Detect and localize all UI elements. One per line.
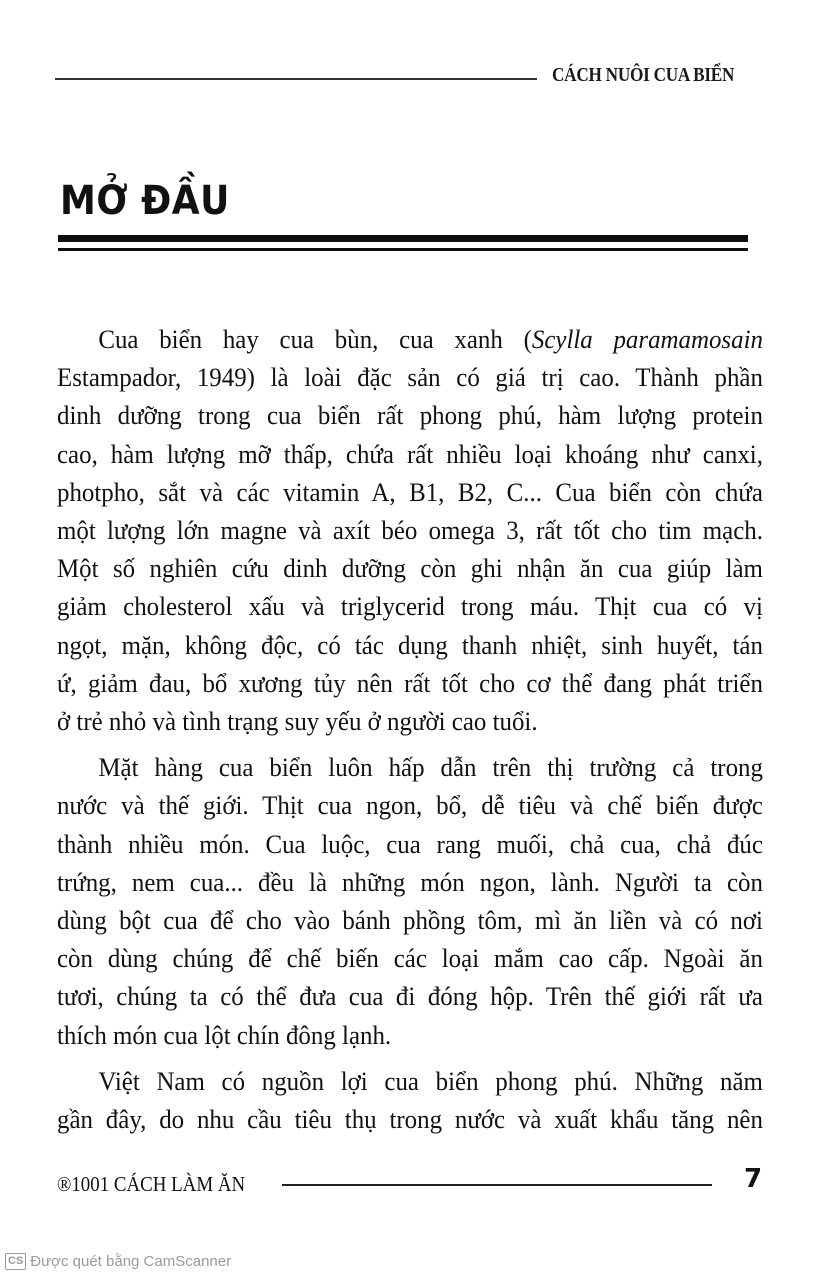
species-name: Scylla paramamosain [531, 324, 763, 354]
paragraph-line: photpho, sắt và các vitamin A, B1, B2, C... Cua biển còn chứa [57, 476, 763, 507]
paragraph-line: thành nhiều món. Cua luộc, cua rang muối, chả cua, chả đúc [57, 828, 763, 859]
title-rule-thick [58, 235, 748, 242]
paragraph-line: giảm cholesterol xấu và triglycerid trong máu. Thịt cua có vị [57, 591, 763, 622]
line-text: Cua biển hay cua bùn, cua xanh ( [98, 324, 532, 354]
paragraph-line: trứng, nem cua... đều là những món ngon, lành. Người ta còn [57, 866, 763, 897]
paragraph-line: một lượng lớn magne và axít béo omega 3, rất tốt cho tim mạch. [57, 515, 763, 546]
paragraph-line: ngọt, mặn, không độc, có tác dụng thanh nhiệt, sinh huyết, tán [57, 629, 763, 660]
paragraph-line [57, 320, 763, 358]
paragraph-line: Việt Nam có nguồn lợi cua biển phong phú. Những năm [98, 1065, 763, 1096]
paragraph-line: dùng bột cua để cho vào bánh phồng tôm, mì ăn liền và có nơi [57, 905, 763, 936]
camscanner-logo-icon: CS [5, 1253, 26, 1270]
footer-series: ®1001 CÁCH LÀM ĂN [57, 1172, 246, 1196]
body-text [57, 320, 763, 1138]
paragraph-2 [57, 748, 763, 1054]
camscanner-watermark [5, 1253, 231, 1270]
paragraph-line: còn dùng chúng để chế biến các loại mắm cao cấp. Ngoài ăn [57, 943, 763, 974]
paragraph-line: nước và thế giới. Thịt cua ngon, bổ, dễ tiêu và chế biến được [57, 790, 763, 821]
watermark-text: Được quét bằng CamScanner [30, 1253, 232, 1270]
title-rule-thin [58, 248, 748, 251]
footer-rule [282, 1184, 712, 1186]
paragraph-line: ở trẻ nhỏ và tình trạng suy yếu ở người cao tuổi. [57, 706, 538, 737]
paragraph-1 [57, 320, 763, 740]
page-number: 7 [744, 1164, 763, 1194]
paragraph-3 [57, 1062, 763, 1138]
paragraph-line: cao, hàm lượng mỡ thấp, chứa rất nhiều loại khoáng như canxi, [57, 438, 763, 469]
running-head: CÁCH NUÔI CUA BIỂN [552, 64, 735, 86]
paragraph-line: Một số nghiên cứu dinh dưỡng còn ghi nhận ăn cua giúp làm [57, 553, 763, 584]
paragraph-line: thích món cua lột chín đông lạnh. [57, 1019, 392, 1050]
paragraph-line: ứ, giảm đau, bổ xương tủy nên rất tốt cho cơ thể đang phát triển [57, 667, 763, 698]
paragraph-line: Estampador, 1949) là loài đặc sản có giá trị cao. Thành phần [57, 362, 763, 393]
paragraph-line: gần đây, do nhu cầu tiêu thụ trong nước và xuất khẩu tăng nên [57, 1104, 763, 1135]
paragraph-line: tươi, chúng ta có thể đưa cua đi đóng hộp. Trên thế giới rất ưa [57, 981, 763, 1012]
chapter-title: MỞ ĐẦU [60, 178, 230, 224]
paragraph-line: Mặt hàng cua biển luôn hấp dẫn trên thị trường cả trong [98, 752, 763, 783]
paragraph-line: dinh dưỡng trong cua biển rất phong phú, hàm lượng protein [57, 400, 763, 431]
header-rule [55, 78, 537, 80]
